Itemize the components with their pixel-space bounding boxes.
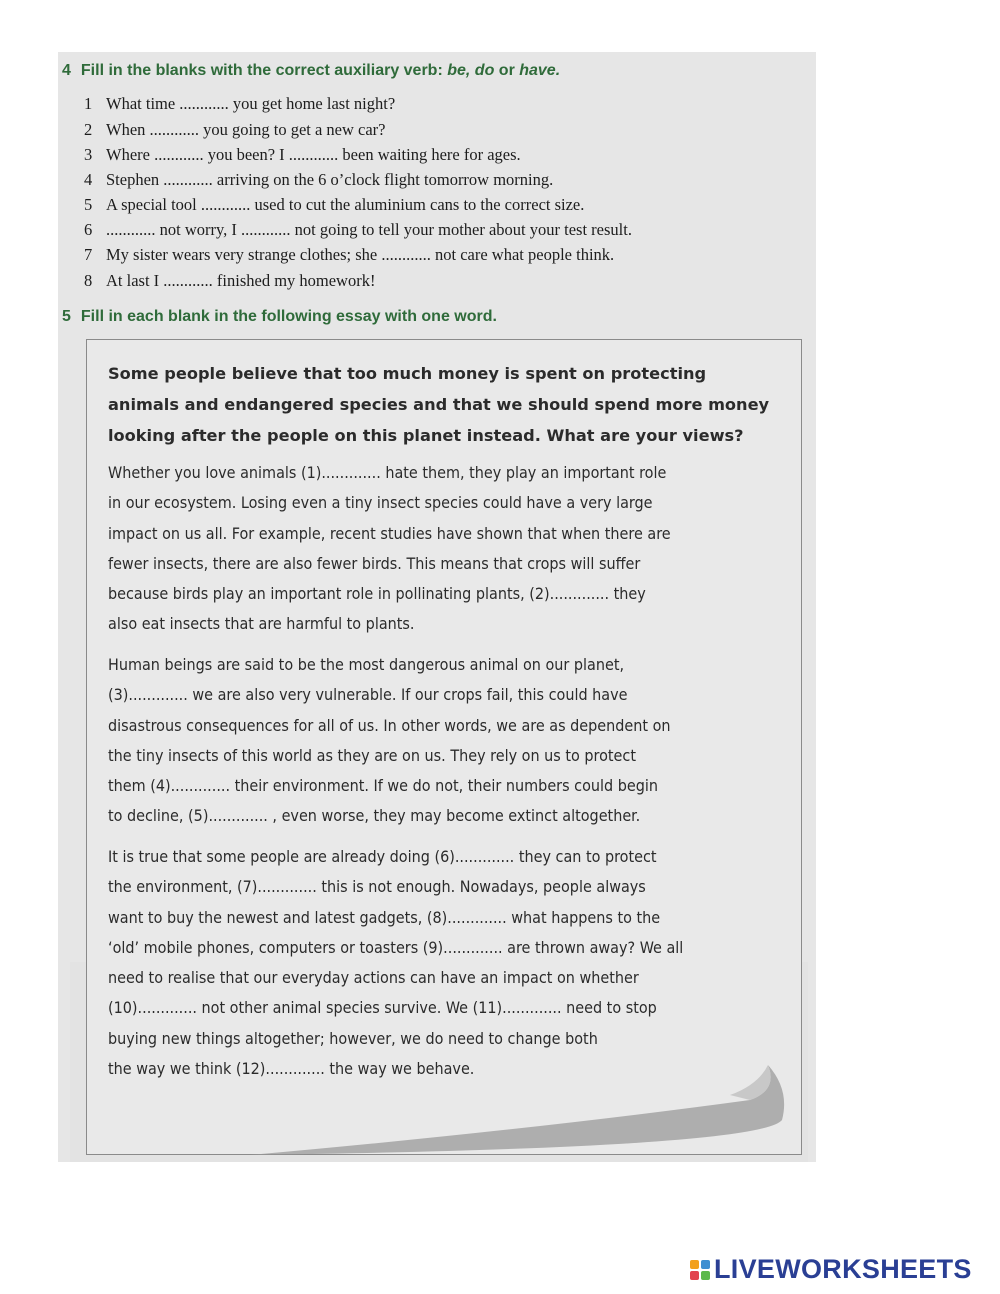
essay-line: Whether you love animals (1)............. hate them, they play an important role [108, 463, 667, 482]
essay-line: want to buy the newest and latest gadgets, (8)............. what happens to the [108, 907, 661, 927]
item-number: 1 [84, 94, 93, 113]
essay-line: buying new things altogether; however, we do need to change both [108, 1028, 598, 1048]
prompt-line: Some people believe that too much money is spent on protecting [108, 364, 707, 383]
item-number: 5 [84, 195, 93, 214]
essay-line: need to realise that our everyday actions can have an impact on whether [108, 968, 639, 988]
item-number: 4 [84, 170, 93, 189]
item-text: Stephen ............ arriving on the 6 o’clock flight tomorrow morning. [106, 170, 554, 189]
item-text: A special tool ............ used to cut the aluminium cans to the correct size. [106, 195, 585, 214]
essay-paragraph-3 [108, 842, 778, 1084]
exercise-5-instruction: Fill in each blank in the following essay with one word. [80, 308, 497, 325]
logo-mark-icon [690, 1260, 710, 1280]
essay-line: impact on us all. For example, recent studies have shown that when there are [108, 523, 671, 543]
essay-line: (3)............. we are also very vulnerable. If our crops fail, this could have [108, 685, 628, 705]
essay-line: Human beings are said to be the most dangerous animal on our planet, [108, 655, 625, 674]
exercise-4-item [84, 220, 632, 240]
exercise-4-item [84, 245, 614, 265]
exercise-4-item [84, 271, 375, 291]
essay-line: the tiny insects of this world as they are on us. They rely on us to protect [108, 745, 636, 765]
exercise-4-title [62, 62, 560, 80]
item-number: 8 [84, 271, 93, 290]
item-text: When ............ you going to get a new car? [106, 120, 386, 139]
exercise-4-instruction: Fill in the blanks with the correct auxiliary verb: [80, 62, 448, 79]
item-number: 6 [84, 220, 93, 239]
item-text: ............ not worry, I ............ not going to tell your mother about your test result. [106, 220, 632, 239]
liveworksheets-logo [690, 1254, 972, 1285]
essay-line: ‘old’ mobile phones, computers or toasters (9)............. are thrown away? We all [108, 937, 684, 957]
item-number: 3 [84, 145, 93, 164]
exercise-4-verbs: be, do [447, 62, 495, 79]
exercise-4-item [84, 94, 395, 114]
exercise-4-item [84, 170, 553, 190]
essay-line: also eat insects that are harmful to plants. [108, 614, 415, 634]
item-text: At last I ............ finished my homework! [106, 271, 376, 290]
essay-line: them (4)............. their environment. If we do not, their numbers could begin [108, 776, 658, 796]
exercise-5-number: 5 [62, 308, 71, 325]
exercise-4-item [84, 145, 521, 165]
item-number: 7 [84, 245, 93, 264]
item-text: Where ............ you been? I ............ been waiting here for ages. [106, 145, 521, 164]
essay-line: (10)............. not other animal species survive. We (11)............. need to stop [108, 998, 657, 1018]
essay-line: because birds play an important role in pollinating plants, (2)............. they [108, 584, 646, 604]
item-number: 2 [84, 120, 93, 139]
essay-line: disastrous consequences for all of us. In other words, we are as dependent on [108, 715, 671, 735]
essay-line: the environment, (7)............. this is not enough. Nowadays, people always [108, 877, 646, 897]
item-text: My sister wears very strange clothes; she ............ not care what people think. [106, 245, 615, 264]
essay-paragraph-1 [108, 458, 778, 640]
prompt-line: animals and endangered species and that we should spend more money [108, 395, 770, 414]
page-curl-decoration [230, 1060, 810, 1160]
essay-paragraph-2 [108, 650, 778, 832]
item-text: What time ............ you get home last night? [106, 94, 396, 113]
exercise-4-item [84, 120, 386, 140]
exercise-4-or: or [494, 62, 520, 79]
essay-line: It is true that some people are already doing (6)............. they can to protect [108, 847, 657, 866]
prompt-line: looking after the people on this planet instead. What are your views? [108, 426, 744, 445]
essay-line: in our ecosystem. Losing even a tiny insect species could have a very large [108, 493, 653, 513]
exercise-4-number: 4 [62, 62, 71, 79]
exercise-4-item [84, 195, 584, 215]
essay-prompt [108, 358, 778, 451]
exercise-5-title [62, 308, 497, 326]
exercise-4-verb-last: have. [519, 62, 561, 79]
logo-text: LIVEWORKSHEETS [714, 1254, 972, 1284]
essay-line: to decline, (5)............. , even worse, they may become extinct altogether. [108, 806, 641, 826]
essay-line: the way we think (12)............. the way we behave. [108, 1059, 475, 1079]
essay-line: fewer insects, there are also fewer birds. This means that crops will suffer [108, 553, 641, 573]
